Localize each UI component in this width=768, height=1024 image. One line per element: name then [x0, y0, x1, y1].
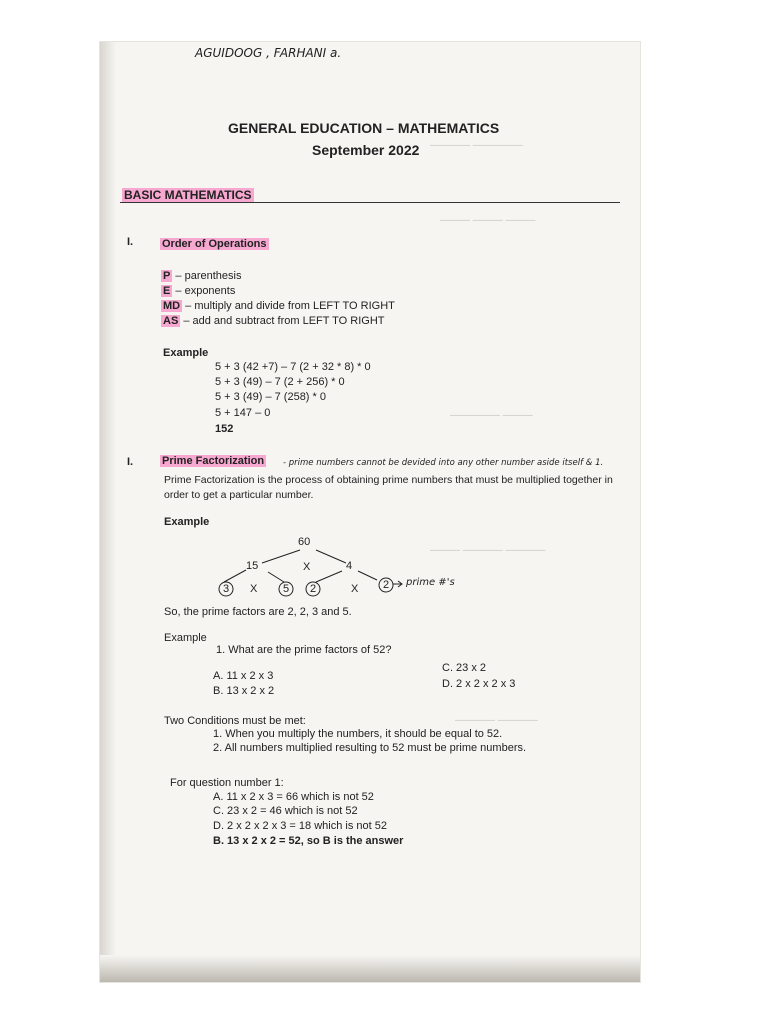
- definition-text: Prime Factorization is the process of obtaining prime numbers that must be multiplied together in: [164, 474, 613, 486]
- example-label: Example: [164, 516, 210, 528]
- pemdas-item: E – exponents: [163, 285, 236, 297]
- example-step: 5 + 3 (42 +7) – 7 (2 + 32 * 8) * 0: [215, 361, 371, 373]
- tree-leaf: 2: [383, 579, 390, 591]
- order-of-operations-heading: Order of Operations: [162, 238, 267, 250]
- pemdas-item: P – parenthesis: [163, 270, 242, 282]
- student-name: AGUIDOOG , FARHANI a.: [195, 46, 342, 60]
- definition-text: order to get a particular number.: [164, 489, 314, 501]
- bleed-through-text: ―――― ―――――: [430, 140, 523, 151]
- section-heading: BASIC MATHEMATICS: [124, 188, 252, 202]
- times-symbol: X: [351, 583, 359, 595]
- section-numeral: I.: [127, 456, 134, 468]
- handwritten-note: - prime numbers cannot be devided into any other number aside itself & 1.: [283, 458, 604, 468]
- solution-title: For question number 1:: [170, 777, 284, 789]
- conclusion-text: So, the prime factors are 2, 2, 3 and 5.: [164, 606, 352, 618]
- page-title: GENERAL EDUCATION – MATHEMATICS: [228, 120, 500, 136]
- bleed-through-text: ―――― ――――: [455, 715, 538, 726]
- choice-c: C. 23 x 2: [442, 662, 487, 674]
- tree-branch: [316, 571, 342, 582]
- example-step: 5 + 147 – 0: [215, 407, 271, 419]
- tree-root: 60: [298, 536, 311, 548]
- solution-answer: B. 13 x 2 x 2 = 52, so B is the answer: [213, 835, 404, 847]
- tree-leaf: 5: [283, 583, 290, 595]
- choice-a: A. 11 x 2 x 3: [213, 670, 274, 682]
- tree-branch: [224, 570, 246, 582]
- tree-leaf: 3: [223, 583, 230, 595]
- solution-item: A. 11 x 2 x 3 = 66 which is not 52: [213, 791, 374, 803]
- pemdas-item: AS – add and subtract from LEFT TO RIGHT: [163, 315, 385, 327]
- tree-branch: [316, 550, 346, 563]
- example-step: 5 + 3 (49) – 7 (2 + 256) * 0: [215, 376, 345, 388]
- times-symbol: X: [250, 583, 258, 595]
- example-label: Example: [164, 632, 207, 644]
- choice-b: B. 13 x 2 x 2: [213, 685, 275, 697]
- prime-factorization-heading: Prime Factorization: [162, 455, 265, 467]
- handwritten-label: prime #'s: [406, 577, 455, 588]
- bleed-through-text: ――――― ―――: [450, 410, 533, 421]
- bleed-through-text: ――― ――― ―――: [440, 215, 536, 226]
- times-symbol: X: [303, 561, 311, 573]
- tree-node: 4: [346, 560, 353, 572]
- solution-item: D. 2 x 2 x 2 x 3 = 18 which is not 52: [213, 820, 387, 832]
- choice-d: D. 2 x 2 x 2 x 3: [442, 678, 516, 690]
- section-numeral: I.: [127, 236, 134, 248]
- condition-item: 1. When you multiply the numbers, it should be equal to 52.: [213, 728, 503, 740]
- tree-leaf: 2: [310, 583, 317, 595]
- example-label: Example: [163, 347, 209, 359]
- tree-node: 15: [246, 560, 259, 572]
- question-text: 1. What are the prime factors of 52?: [216, 644, 392, 656]
- example-step: 5 + 3 (49) – 7 (258) * 0: [215, 391, 326, 403]
- page-date: September 2022: [312, 142, 420, 158]
- pemdas-item: MD – multiply and divide from LEFT TO RIGHT: [163, 300, 395, 312]
- conditions-title: Two Conditions must be met:: [164, 715, 306, 727]
- example-answer: 152: [215, 423, 234, 435]
- bleed-through-text: ――― ―――― ――――: [430, 545, 546, 556]
- solution-item: C. 23 x 2 = 46 which is not 52: [213, 805, 358, 817]
- tree-branch: [358, 571, 377, 580]
- tree-branch: [268, 572, 284, 582]
- tree-branch: [262, 550, 300, 563]
- condition-item: 2. All numbers multiplied resulting to 52 must be prime numbers.: [213, 742, 527, 754]
